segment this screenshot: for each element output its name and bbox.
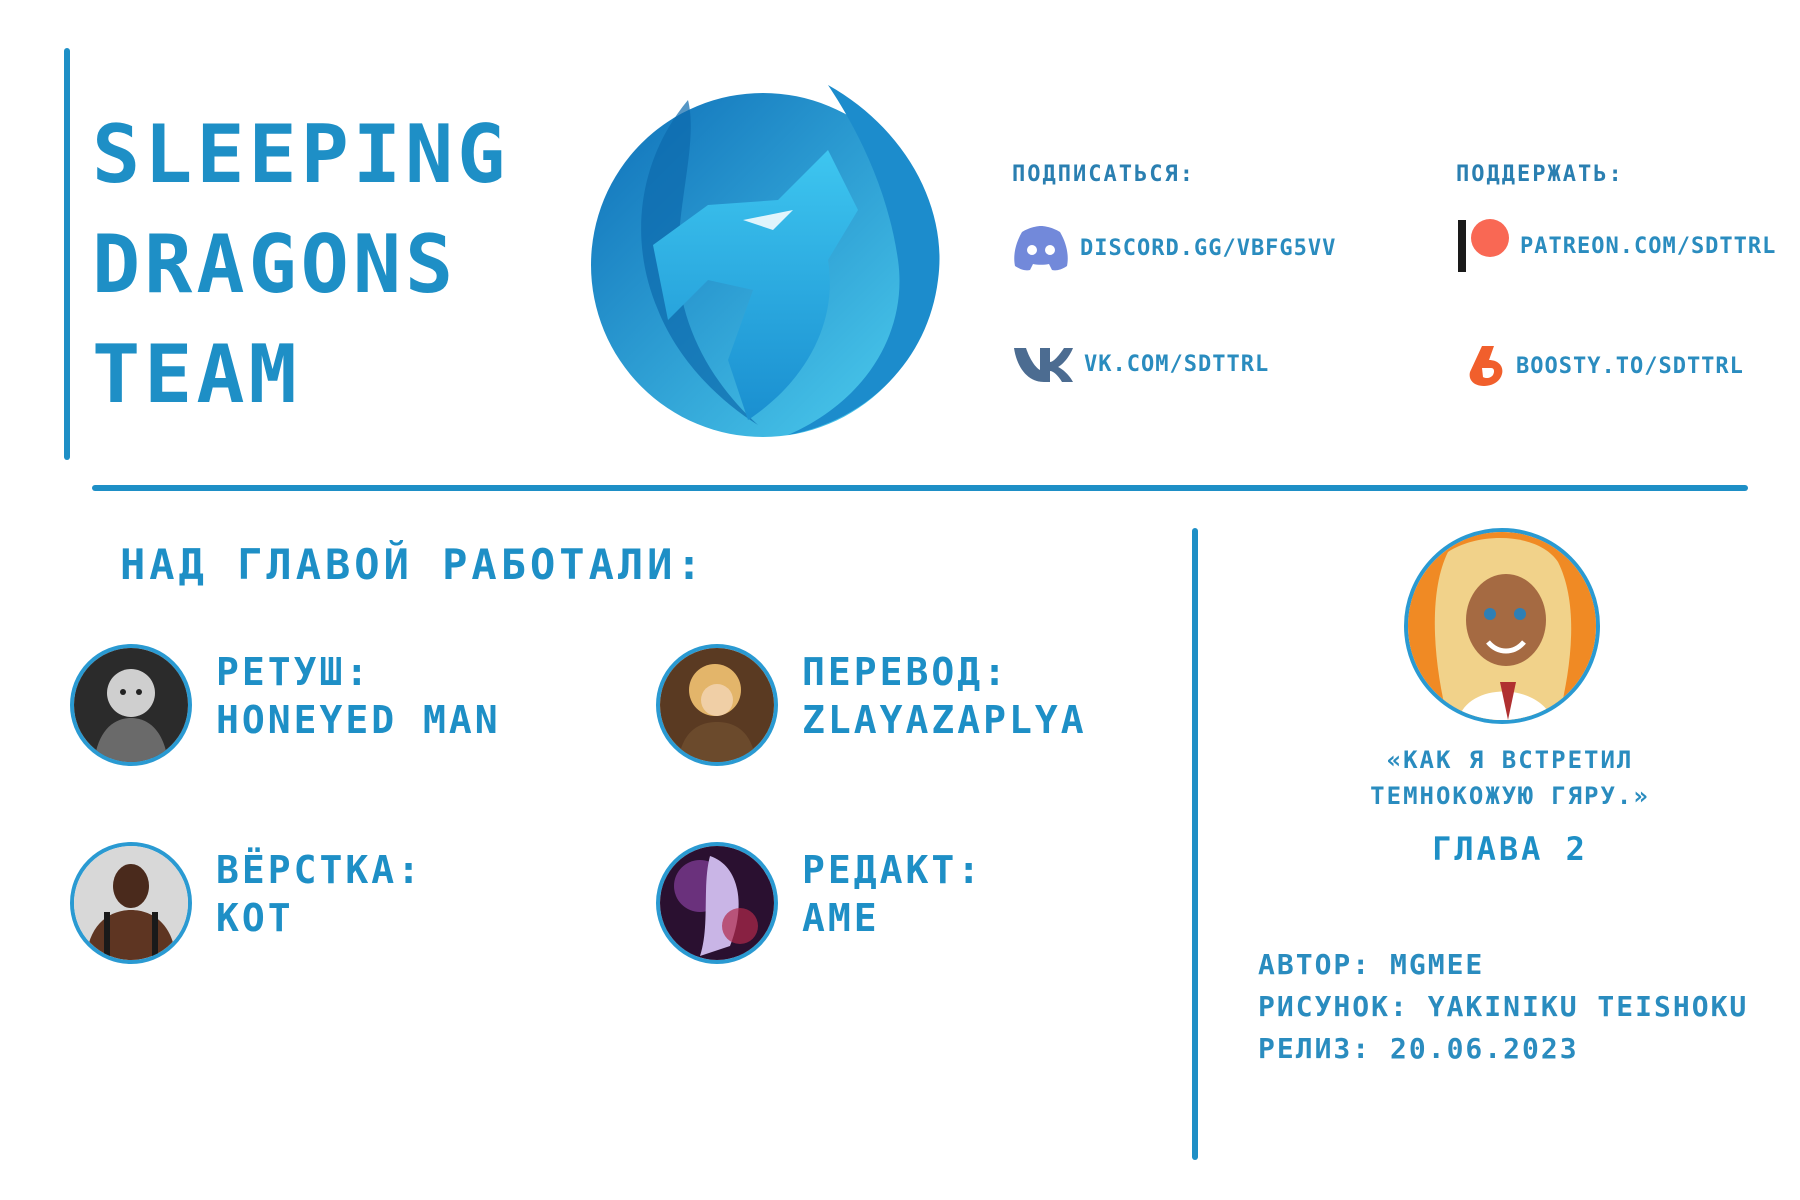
member-name: ZLAYAZAPLYA <box>802 698 1087 742</box>
subscribe-label: ПОДПИСАТЬСЯ: <box>1012 162 1195 187</box>
patreon-link[interactable] <box>1456 218 1776 274</box>
credits-divider <box>1192 528 1198 1160</box>
boosty-link-text: BOOSTY.TO/SDTTRL <box>1516 353 1744 379</box>
member-name: AME <box>802 896 880 940</box>
credit-typesetting <box>70 842 423 964</box>
dragon-logo <box>578 80 948 440</box>
member-name: КОТ <box>216 896 294 940</box>
vk-link[interactable] <box>1012 344 1269 384</box>
patreon-icon <box>1456 218 1510 274</box>
section-divider <box>92 485 1748 491</box>
team-title-line: DRAGONS <box>92 218 458 311</box>
vk-link-text: VK.COM/SDTTRL <box>1084 351 1270 377</box>
member-name: HONEYED MAN <box>216 698 501 742</box>
avatar <box>70 644 192 766</box>
discord-icon <box>1012 224 1070 272</box>
discord-link[interactable] <box>1012 224 1336 272</box>
patreon-link-text: PATREON.COM/SDTTRL <box>1520 233 1777 259</box>
manga-title-line: ТЕМНОКОЖУЮ ГЯРУ.» <box>1370 782 1650 810</box>
manga-title-line: «КАК Я ВСТРЕТИЛ <box>1386 746 1634 774</box>
credit-translation <box>656 644 1087 766</box>
member-role: РЕДАКТ: <box>802 848 984 892</box>
author-line: АВТОР: MGMEE <box>1258 948 1485 981</box>
discord-link-text: DISCORD.GG/VBFG5VV <box>1080 235 1337 261</box>
credits-header: НАД ГЛАВОЙ РАБОТАЛИ: <box>120 540 706 589</box>
team-title-line: TEAM <box>92 328 301 421</box>
left-accent-line <box>64 48 70 460</box>
manga-title-block <box>1300 742 1720 868</box>
avatar <box>656 644 778 766</box>
avatar <box>70 842 192 964</box>
artist-line: РИСУНОК: YAKINIKU TEISHOKU <box>1258 990 1749 1023</box>
team-title-line: SLEEPING <box>92 108 510 201</box>
boosty-link[interactable] <box>1466 344 1744 388</box>
member-role: ВЁРСТКА: <box>216 848 424 892</box>
support-label: ПОДДЕРЖАТЬ: <box>1456 162 1624 187</box>
release-line: РЕЛИЗ: 20.06.2023 <box>1258 1032 1579 1065</box>
member-role: РЕТУШ: <box>216 650 372 694</box>
credit-editing <box>656 842 983 964</box>
boosty-icon <box>1466 344 1506 388</box>
manga-cover <box>1404 528 1600 724</box>
manga-info <box>1258 944 1748 1070</box>
chapter-label: ГЛАВА 2 <box>1432 830 1588 868</box>
member-role: ПЕРЕВОД: <box>802 650 1010 694</box>
avatar <box>656 842 778 964</box>
team-title <box>92 100 509 430</box>
credit-retouch <box>70 644 501 766</box>
vk-icon <box>1012 344 1074 384</box>
